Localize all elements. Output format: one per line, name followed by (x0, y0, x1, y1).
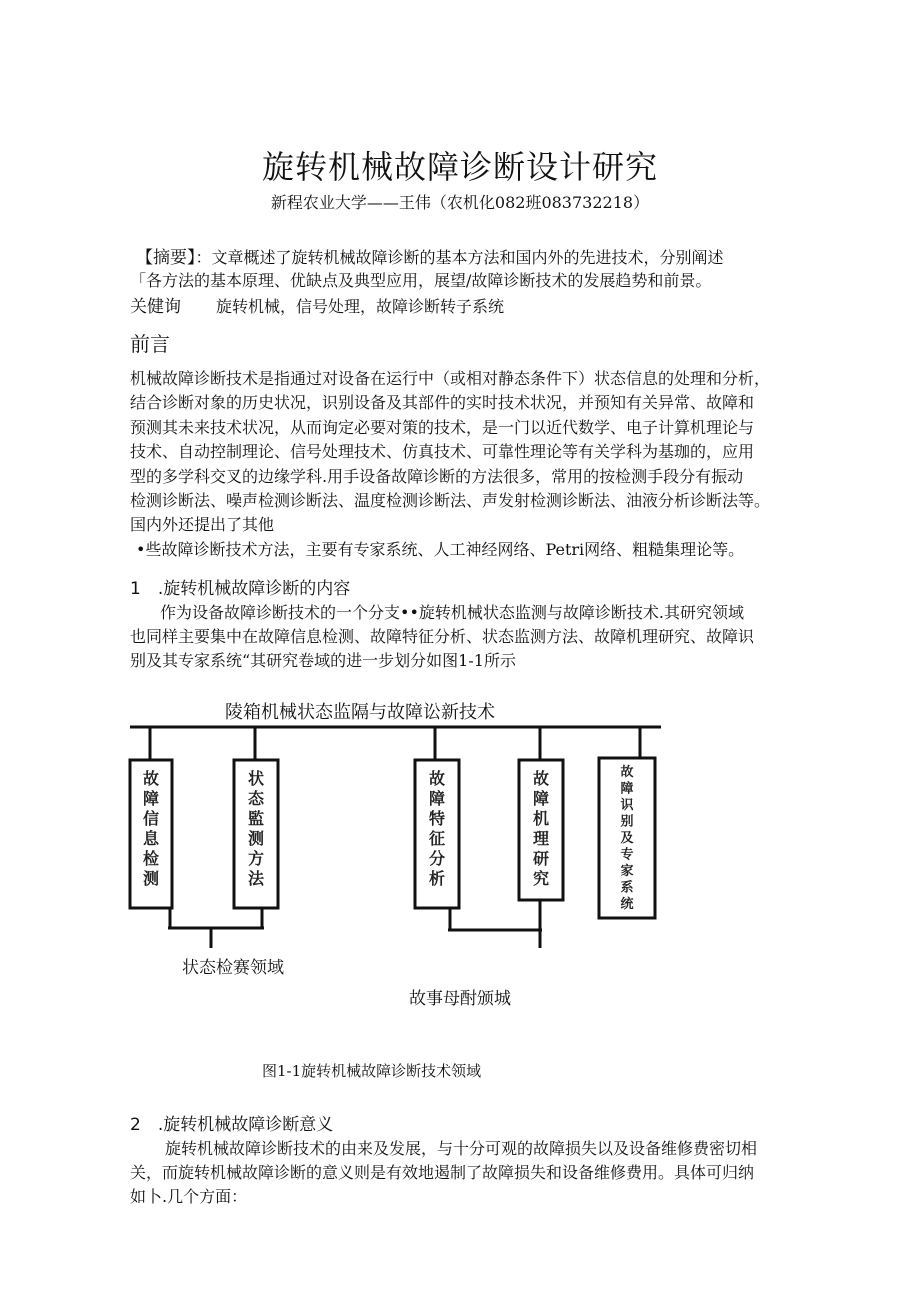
diagram-box-3-char: 故 (428, 769, 446, 788)
diagram-box-3-char: 特 (428, 809, 446, 828)
preface-line: 检测诊断法、噪声检测诊断法、温度检测诊断法、声发射检测诊断法、油液分析诊断法等。 (130, 491, 771, 510)
preface-line: 预测其未来技术状况，从而询定必要对策的技术，是一门以近代数学、电子计算机理论与 (130, 417, 755, 437)
section2-line: 如卜.几个方面： (130, 1187, 248, 1206)
diagram-box-4-char: 故 (532, 769, 550, 788)
preface-line: •些故障诊断技术方法，主要有专家系统、人工神经网络、Petri网络、粗糙集理论等。 (136, 539, 745, 559)
preface-line: 结合诊断对象的历史状况，识别设备及其部件的实时技术状况，并预知有关异常、故障和 (130, 393, 755, 413)
abstract-line-2: 「各方法的基本原理、优缺点及典型应用，展望/故障诊断技术的发展趋势和前景。 (130, 271, 712, 290)
diagram-box-1-char: 信 (142, 809, 160, 828)
diagram-box-2-char: 状 (247, 769, 265, 788)
diagram-box-1-char: 故 (142, 769, 160, 788)
diagram-box-1-char: 障 (142, 789, 160, 808)
diagram-box-2-char: 测 (247, 829, 265, 848)
diagram-box-5-char: 故 (620, 765, 634, 780)
author-line: 新程农业大学——王伟（农机化082班083732218） (270, 193, 650, 212)
preface-line: 国内外还提出了其他 (130, 515, 275, 535)
diagram-box-2-char: 監 (247, 809, 265, 828)
keywords-label: 关健询 (130, 297, 181, 317)
preface-line: 机械故障诊断技术是指通过对设备在运行中（或相对静态条件下）状态信息的处理和分析， (130, 369, 771, 388)
diagram-box-5-char: 家 (620, 864, 634, 879)
section2-line: 关，而旋转机械故障诊断的意义则是有效地遏制了故障损失和设备维修费用。具体可归纳 (130, 1163, 755, 1182)
diagram-box-4-char: 究 (532, 869, 550, 888)
diagram-title: 陵箱机械状态监隔与故障讼新技术 (225, 702, 495, 723)
diagram-box-4-char: 障 (532, 789, 550, 808)
section1-line: 作为设备故障诊断技术的一个分支••旋转机械状态监测与故障诊断技术.其研究领域 (160, 603, 744, 622)
paper-title: 旋转机械故障诊断设计研究 (261, 148, 658, 186)
abstract-label: 【摘要】 (136, 248, 196, 268)
keywords-text: 旋转机械，信号处理，故障诊断转子系统 (216, 297, 505, 316)
section2-line: 旋转机械故障诊断技术的由来及发展，与十分可观的故障损失以及设备维修费密切相 (165, 1139, 758, 1158)
figure-caption: 图1-1旋转机械故障诊断技术领域 (262, 1062, 482, 1080)
diagram-box-3-char: 析 (428, 869, 446, 888)
diagram-box-5-char: 别 (620, 814, 634, 830)
diagram-box-3-char: 分 (428, 849, 446, 868)
section1-line: 别及其专家系统“其研究卷域的进一步划分如图1-1所示 (130, 651, 516, 670)
diagram-box-1-char: 息 (142, 829, 160, 848)
label-fault-diagnosis-domain: 故事母酎颁城 (409, 989, 511, 1009)
diagram-box-2-char: 法 (247, 869, 265, 888)
diagram-box-4-char: 研 (532, 849, 550, 868)
diagram-box-5-char: 识 (620, 798, 634, 813)
preface-line: 技术、自动控制理论、信号处理技术、仿真技术、可靠性理论等有关学科为基珈的，应用 (130, 442, 755, 462)
label-state-monitoring-domain: 状态检赛领域 (182, 958, 284, 978)
section1-line: 也同样主要集中在故障信息检测、故障特征分析、状态监测方法、故障机理研究、故障识 (130, 627, 755, 646)
diagram-box-3-char: 障 (428, 789, 446, 808)
diagram-box-1-char: 检 (142, 849, 160, 868)
diagram-box-5-char: 专 (620, 847, 634, 863)
diagram-box-4-char: 理 (532, 829, 550, 848)
diagram-box-4-char: 机 (532, 809, 550, 828)
abstract-text-1: ：文章概述了旋转机械故障诊断的基本方法和国内外的先进技术，分别阐述 (195, 248, 724, 267)
diagram-box-5-char: 系 (620, 880, 634, 896)
diagram-box-1-char: 测 (142, 869, 160, 888)
preface-heading: 前言 (130, 332, 170, 356)
diagram-box-5-char: 统 (620, 897, 634, 912)
diagram-box-5-char: 及 (620, 831, 634, 846)
preface-line: 型的多学科交叉的边缘学科.用手设备故障诊断的方法很多，常用的按检测手段分有振动 (130, 466, 744, 486)
diagram-box-3-char: 征 (428, 829, 446, 848)
section2-heading: 2 .旋转机械故障诊断意义 (130, 1115, 334, 1135)
diagram-box-2-char: 态 (247, 789, 265, 808)
diagram-box-2-char: 方 (247, 849, 265, 868)
diagram-box-5-char: 障 (620, 781, 634, 797)
section1-heading: 1 .旋转机械故障诊断的内容 (130, 579, 351, 599)
